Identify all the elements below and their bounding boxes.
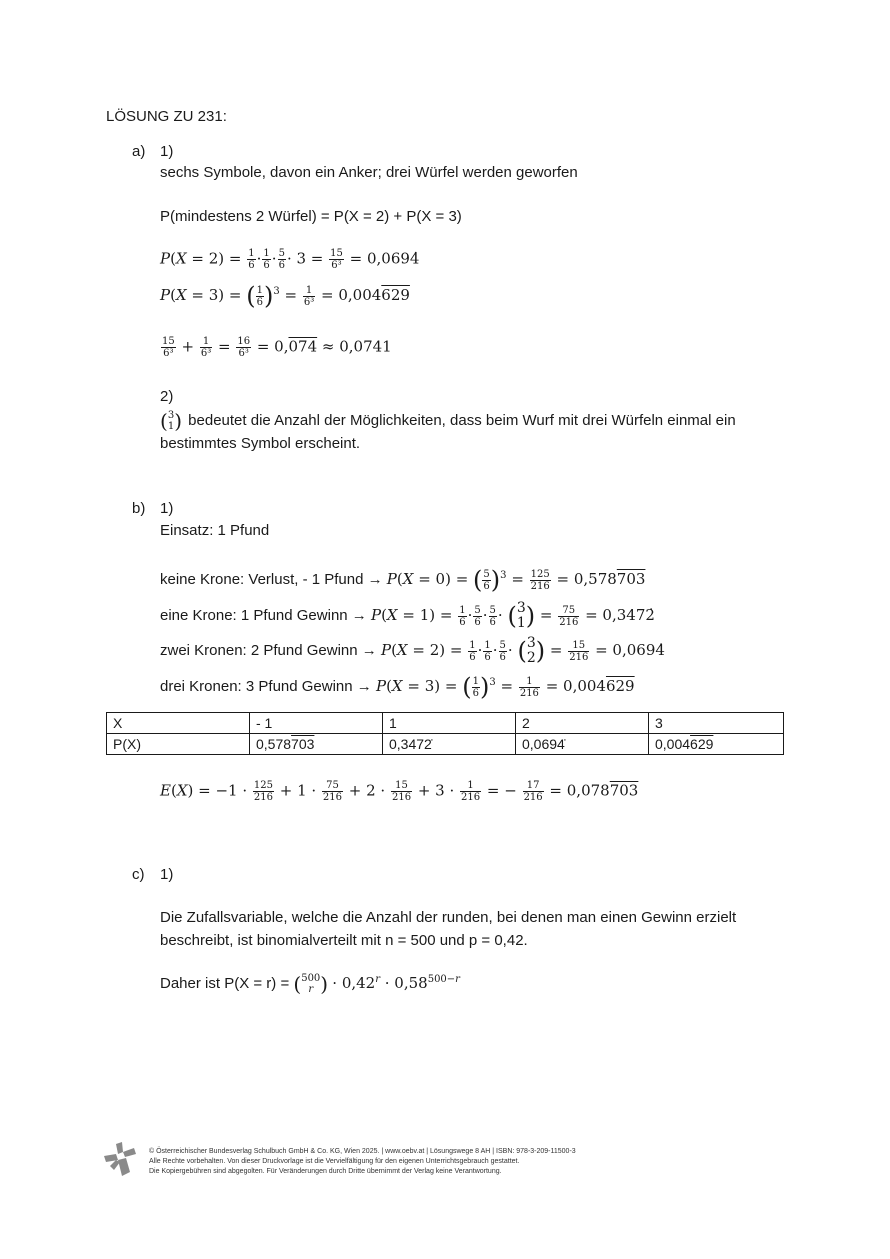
result-p-x2: 0,0694̇: [366, 249, 420, 268]
table-period: 703: [291, 736, 315, 752]
table-cell: P(X): [107, 734, 250, 755]
case-one-crown-label: eine Krone: 1 Pfund Gewinn →: [160, 607, 367, 624]
case-one-crown: eine Krone: 1 Pfund Gewinn → P(X = 1) = $\frac{1}{6}$ · $\frac{5}{6}$ · $\frac{5}{6}$ · ( 3 1 ) = $\frac{75}{216}$ = 0,3472̇: [160, 600, 655, 631]
table-value: 0,578: [256, 736, 292, 752]
case-three-crowns-label: drei Kronen: 3 Pfund Gewinn →: [160, 678, 372, 695]
binom-explanation-2: bestimmtes Symbol erscheint.: [160, 435, 361, 452]
table-value: 0,004: [655, 736, 691, 752]
footer-line-3: Die Kopiergebühren sind abgegolten. Für Veränderungen durch Dritte übernimmt der Verlag keine Verantwortung.: [149, 1168, 502, 1175]
table-row: [107, 734, 784, 755]
table-cell: X: [107, 713, 250, 734]
stake-text: Einsatz: 1 Pfund: [160, 522, 270, 539]
table-value: 0,3472̇: [389, 736, 432, 752]
part-a2-label: 2): [160, 388, 174, 405]
table-cell: [516, 734, 649, 755]
table-cell: - 1: [250, 713, 383, 734]
publisher-logo: [104, 1142, 136, 1176]
sum-approx: ≈ 0,0741: [321, 337, 392, 356]
part-a1-label: 1): [160, 143, 174, 160]
expected-value-result: 0,078: [566, 781, 610, 800]
table-period: 629: [690, 736, 714, 752]
formula-p-x2: P(X = 2) = $\frac{1}{6}$ · $\frac{1}{6}$ · $\frac{5}{6}$ · 3 = $\frac{15}{\text{6³}}$ = 0,0694̇: [160, 248, 420, 271]
table-value: 0,0694̇: [522, 736, 565, 752]
part-a-description: sechs Symbole, davon ein Anker; drei Würfel werden geworfen: [160, 164, 578, 181]
part-c-text-2: beschreibt, ist binomialverteilt mit n = 500 und p = 0,42.: [160, 932, 528, 949]
footer-line-2: Alle Rechte vorbehalten. Von dieser Druckvorlage ist die Vervielfältigung für den eigenen Unterrichtsgebrauch gestattet.: [149, 1158, 520, 1165]
case-three-crowns: drei Kronen: 3 Pfund Gewinn → P(X = 3) = ( $\frac{1}{6}$ )$^3$ = $\frac{1}{216}$ = 0,004629: [160, 673, 635, 701]
formula-p-x3: P(X = 3) = ( $\frac{1}{6}$ )$^3$ = $\frac{1}{\text{6³}}$ = 0,004629: [160, 282, 410, 310]
expected-value-formula: E(X) = −1 · $\frac{125}{216}$ + 1 · $\frac{75}{216}$ + 2 · $\frac{15}{216}$ + 3 · $\frac{1}{216}$ = − $\frac{17}{216}$ = 0,078703: [160, 780, 639, 803]
table-cell: [383, 734, 516, 755]
part-a2-text: ( 3 1 ) bedeutet die Anzahl der Möglichkeiten, dass beim Wurf mit drei Würfeln einmal ein: [160, 409, 736, 433]
case-no-crown-label: keine Krone: Verlust, - 1 Pfund →: [160, 571, 383, 588]
binom-explanation-1: bedeutet die Anzahl der Möglichkeiten, dass beim Wurf mit drei Würfeln einmal ein: [188, 411, 736, 429]
part-b-label: b): [132, 500, 146, 517]
table-cell: [649, 734, 784, 755]
case-two-crowns: zwei Kronen: 2 Pfund Gewinn → P(X = 2) = $\frac{1}{6}$ · $\frac{1}{6}$ · $\frac{5}{6}$ · ( 3 2 ) = $\frac{15}{216}$ = 0,0694̇: [160, 635, 665, 666]
table-cell: 2: [516, 713, 649, 734]
part-a-probability-statement: P(mindestens 2 Würfel) = P(X = 2) + P(X = 3): [160, 208, 462, 225]
formula-sum: $\frac{15}{\text{6³}}$ + $\frac{1}{\text{6³}}$ = $\frac{16}{\text{6³}}$ = 0,074 ≈ 0,0741: [162, 336, 392, 359]
distribution-table: [106, 712, 784, 755]
part-c-text-3: Daher ist P(X = r) =: [160, 974, 290, 992]
table-cell: 1: [383, 713, 516, 734]
part-c-text-1: Die Zufallsvariable, welche die Anzahl der runden, bei denen man einen Gewinn erzielt: [160, 909, 737, 926]
table-cell: [250, 734, 383, 755]
footer: [149, 1147, 576, 1177]
footer-line-1: © Österreichischer Bundesverlag Schulbuch GmbH & Co. KG, Wien 2025. | www.oebv.at | Lösungswege 8 AH | ISBN: 978-3-209-11500-3: [149, 1148, 576, 1155]
part-c1-label: 1): [160, 866, 174, 883]
case-no-crown: keine Krone: Verlust, - 1 Pfund → P(X = 0) = ( $\frac{5}{6}$ )$^3$ = $\frac{125}{216}$ = 0,578703: [160, 566, 646, 594]
table-row: [107, 713, 784, 734]
case-two-crowns-label: zwei Kronen: 2 Pfund Gewinn →: [160, 642, 377, 659]
part-a-label: a): [132, 143, 146, 160]
part-c-formula: Daher ist P(X = r) = ( 500 r ) · $0,42^r \cdot 0,58^{500-r}$: [160, 972, 460, 996]
table-cell: 3: [649, 713, 784, 734]
page-heading: LÖSUNG ZU 231:: [106, 108, 227, 125]
part-c-label: c): [132, 866, 145, 883]
part-b1-label: 1): [160, 500, 174, 517]
